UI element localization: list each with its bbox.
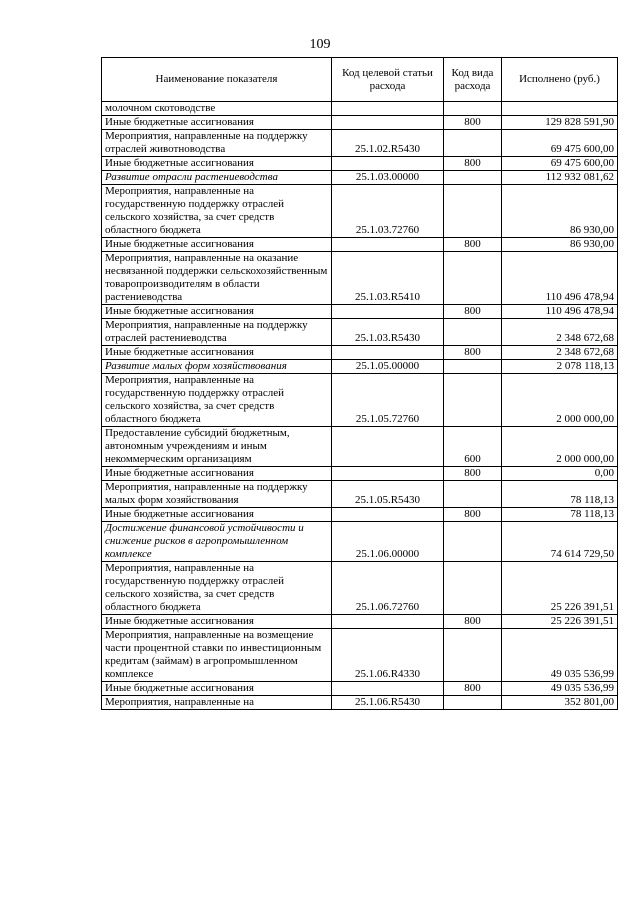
row-name-cell: Иные бюджетные ассигнования	[102, 116, 332, 130]
table-row	[102, 252, 618, 305]
row-kind-cell	[444, 481, 502, 508]
table-row	[102, 481, 618, 508]
row-kind-cell: 800	[444, 467, 502, 481]
row-name-cell: Мероприятия, направленные на государственную поддержку отраслей сельского хозяйства, за счет средств областного бюджета	[102, 185, 332, 238]
row-name-cell: Мероприятия, направленные на государственную поддержку отраслей сельского хозяйства, за счет средств областного бюджета	[102, 562, 332, 615]
table-row	[102, 467, 618, 481]
row-kind-cell	[444, 374, 502, 427]
row-amount-cell: 0,00	[502, 467, 618, 481]
table-row	[102, 238, 618, 252]
row-kind-cell: 800	[444, 508, 502, 522]
table-row	[102, 522, 618, 562]
row-code-cell	[332, 346, 444, 360]
row-amount-cell: 49 035 536,99	[502, 682, 618, 696]
table-row	[102, 508, 618, 522]
header-amount: Исполнено (руб.)	[502, 58, 618, 102]
row-name-cell: Мероприятия, направленные на возмещение части процентной ставки по инвестиционным кредитам (займам) в агропромышленном комплексе	[102, 629, 332, 682]
row-name-cell: Развитие малых форм хозяйствования	[102, 360, 332, 374]
row-name-cell: Развитие отрасли растениеводства	[102, 171, 332, 185]
row-name-cell: Мероприятия, направленные на поддержку отраслей растениеводства	[102, 319, 332, 346]
row-code-cell: 25.1.06.72760	[332, 562, 444, 615]
row-code-cell	[332, 238, 444, 252]
row-name-cell: Мероприятия, направленные на поддержку отраслей животноводства	[102, 130, 332, 157]
row-name-cell: Мероприятия, направленные на	[102, 696, 332, 710]
row-amount-cell: 2 348 672,68	[502, 319, 618, 346]
row-kind-cell: 800	[444, 615, 502, 629]
row-code-cell: 25.1.03.72760	[332, 185, 444, 238]
row-kind-cell	[444, 252, 502, 305]
budget-table	[101, 57, 618, 710]
row-code-cell: 25.1.05.R5430	[332, 481, 444, 508]
row-code-cell: 25.1.05.00000	[332, 360, 444, 374]
table-row	[102, 374, 618, 427]
row-code-cell: 25.1.02.R5430	[332, 130, 444, 157]
row-name-cell: Иные бюджетные ассигнования	[102, 238, 332, 252]
table-row	[102, 130, 618, 157]
row-kind-cell	[444, 185, 502, 238]
row-amount-cell: 129 828 591,90	[502, 116, 618, 130]
row-amount-cell: 69 475 600,00	[502, 157, 618, 171]
row-kind-cell: 800	[444, 157, 502, 171]
row-amount-cell: 2 000 000,00	[502, 427, 618, 467]
table-row	[102, 427, 618, 467]
row-amount-cell: 86 930,00	[502, 185, 618, 238]
row-kind-cell: 800	[444, 305, 502, 319]
row-kind-cell	[444, 522, 502, 562]
row-name-cell: Иные бюджетные ассигнования	[102, 157, 332, 171]
row-code-cell: 25.1.03.00000	[332, 171, 444, 185]
row-kind-cell	[444, 171, 502, 185]
row-code-cell: 25.1.06.R5430	[332, 696, 444, 710]
row-code-cell	[332, 508, 444, 522]
page-number: 109	[309, 37, 331, 52]
header-name: Наименование показателя	[102, 58, 332, 102]
row-kind-cell	[444, 629, 502, 682]
row-name-cell: Мероприятия, направленные на поддержку малых форм хозяйствования	[102, 481, 332, 508]
row-kind-cell	[444, 102, 502, 116]
table-row	[102, 360, 618, 374]
row-amount-cell: 78 118,13	[502, 481, 618, 508]
row-amount-cell: 25 226 391,51	[502, 615, 618, 629]
row-amount-cell: 69 475 600,00	[502, 130, 618, 157]
row-name-cell: Иные бюджетные ассигнования	[102, 467, 332, 481]
row-amount-cell: 110 496 478,94	[502, 305, 618, 319]
row-code-cell	[332, 427, 444, 467]
row-amount-cell: 2 078 118,13	[502, 360, 618, 374]
row-name-cell: Иные бюджетные ассигнования	[102, 615, 332, 629]
row-kind-cell	[444, 360, 502, 374]
row-name-cell: Иные бюджетные ассигнования	[102, 346, 332, 360]
row-amount-cell	[502, 102, 618, 116]
table-row	[102, 116, 618, 130]
row-kind-cell: 800	[444, 682, 502, 696]
table-row	[102, 171, 618, 185]
table-row	[102, 562, 618, 615]
table-row	[102, 305, 618, 319]
row-kind-cell: 600	[444, 427, 502, 467]
row-name-cell: Мероприятия, направленные на государственную поддержку отраслей сельского хозяйства, за счет средств областного бюджета	[102, 374, 332, 427]
row-code-cell	[332, 682, 444, 696]
row-amount-cell: 78 118,13	[502, 508, 618, 522]
row-code-cell	[332, 116, 444, 130]
row-code-cell: 25.1.03.R5430	[332, 319, 444, 346]
table-header-row	[102, 58, 618, 102]
row-kind-cell	[444, 562, 502, 615]
table-row	[102, 615, 618, 629]
row-kind-cell: 800	[444, 238, 502, 252]
table-row	[102, 696, 618, 710]
table-row	[102, 346, 618, 360]
row-name-cell: Достижение финансовой устойчивости и снижение рисков в агропромышленном комплексе	[102, 522, 332, 562]
row-kind-cell: 800	[444, 346, 502, 360]
row-name-cell: Иные бюджетные ассигнования	[102, 305, 332, 319]
row-name-cell: молочном скотоводстве	[102, 102, 332, 116]
table-row	[102, 319, 618, 346]
row-code-cell: 25.1.06.R4330	[332, 629, 444, 682]
row-amount-cell: 352 801,00	[502, 696, 618, 710]
row-kind-cell	[444, 319, 502, 346]
row-code-cell	[332, 157, 444, 171]
table-row	[102, 682, 618, 696]
table-row	[102, 157, 618, 171]
row-code-cell	[332, 305, 444, 319]
table-row	[102, 629, 618, 682]
row-name-cell: Иные бюджетные ассигнования	[102, 682, 332, 696]
table-row	[102, 102, 618, 116]
row-name-cell: Иные бюджетные ассигнования	[102, 508, 332, 522]
row-amount-cell: 2 000 000,00	[502, 374, 618, 427]
table-row	[102, 185, 618, 238]
row-amount-cell: 112 932 081,62	[502, 171, 618, 185]
row-kind-cell: 800	[444, 116, 502, 130]
header-code: Код целевой статьи расхода	[332, 58, 444, 102]
row-amount-cell: 49 035 536,99	[502, 629, 618, 682]
row-amount-cell: 110 496 478,94	[502, 252, 618, 305]
row-code-cell	[332, 102, 444, 116]
row-amount-cell: 25 226 391,51	[502, 562, 618, 615]
row-code-cell: 25.1.03.R5410	[332, 252, 444, 305]
row-code-cell	[332, 467, 444, 481]
header-kind: Код вида расхода	[444, 58, 502, 102]
row-name-cell: Мероприятия, направленные на оказание несвязанной поддержки сельскохозяйственным товаропроизводителям в области растениеводства	[102, 252, 332, 305]
row-amount-cell: 74 614 729,50	[502, 522, 618, 562]
row-code-cell	[332, 615, 444, 629]
row-kind-cell	[444, 696, 502, 710]
row-name-cell: Предоставление субсидий бюджетным, автономным учреждениям и иным некоммерческим организациям	[102, 427, 332, 467]
row-code-cell: 25.1.05.72760	[332, 374, 444, 427]
row-amount-cell: 2 348 672,68	[502, 346, 618, 360]
row-code-cell: 25.1.06.00000	[332, 522, 444, 562]
row-kind-cell	[444, 130, 502, 157]
row-amount-cell: 86 930,00	[502, 238, 618, 252]
